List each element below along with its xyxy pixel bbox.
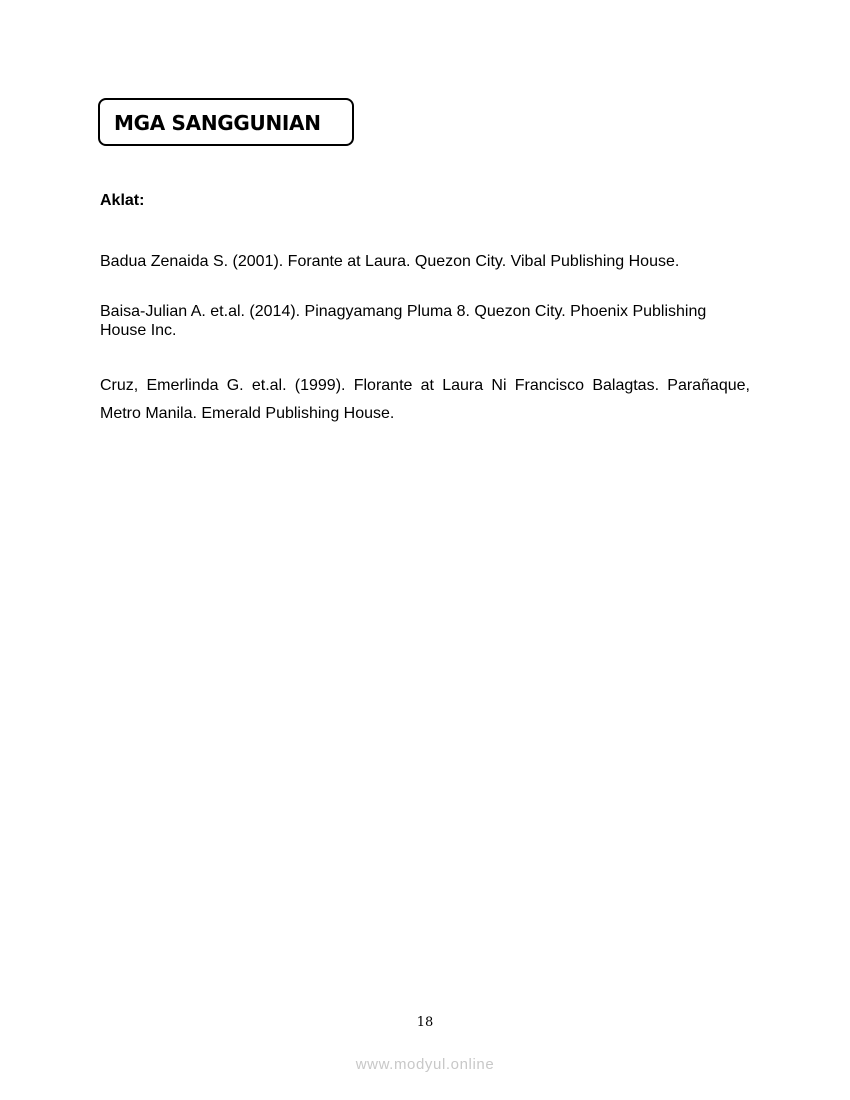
reference-entry-2: Baisa-Julian A. et.al. (2014). Pinagyamang Pluma 8. Quezon City. Phoenix Publishing House Inc.	[100, 303, 707, 339]
watermark: www.modyul.online	[355, 1056, 495, 1073]
reference-entry-1: Badua Zenaida S. (2001). Forante at Laura. Quezon City. Vibal Publishing House.	[100, 253, 680, 270]
section-heading: Aklat:	[100, 192, 145, 209]
page-title: MGA SANGGUNIAN	[114, 111, 321, 135]
reference-entry-3: Cruz, Emerlinda G. et.al. (1999). Florante at Laura Ni Francisco Balagtas. Parañaque, Metro Manila. Emerald Publishing House.	[100, 377, 750, 422]
page-number: 18	[416, 1015, 434, 1030]
section-title-box	[98, 98, 354, 146]
